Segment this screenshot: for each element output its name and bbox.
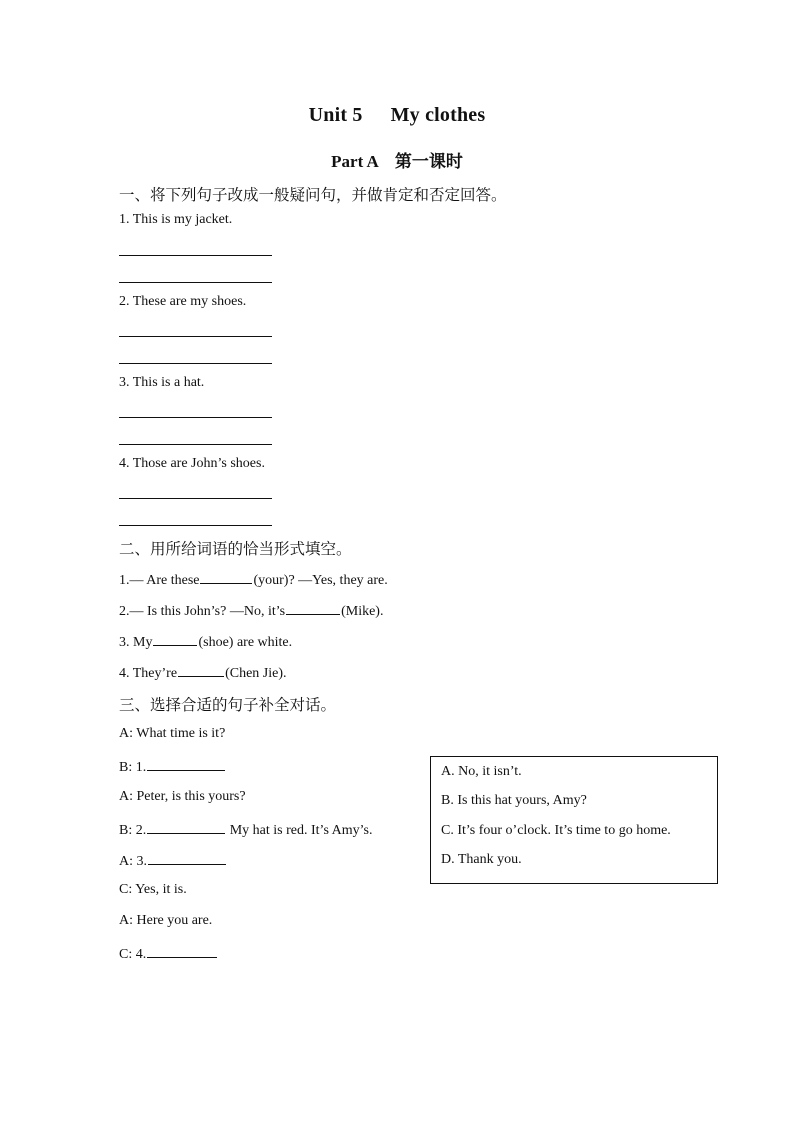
dialogue-line-6: C: Yes, it is.: [119, 882, 187, 897]
fill-blank[interactable]: [178, 663, 224, 677]
fill-blank[interactable]: [147, 757, 225, 771]
section2-item-3: 3. My (shoe) are white.: [119, 632, 292, 651]
section2-item-2: 2.— Is this John’s? —No, it’s (Mike).: [119, 601, 383, 620]
section1-item-4: 4. Those are John’s shoes.: [119, 456, 265, 471]
worksheet-subtitle: [0, 147, 794, 172]
answer-line[interactable]: [119, 255, 272, 256]
section1-heading: 一、将下列句子改成一般疑问句，并做肯定和否定回答。: [119, 186, 507, 204]
lesson-label: 第一课时: [394, 152, 463, 171]
answer-line[interactable]: [119, 444, 272, 445]
answer-line[interactable]: [119, 525, 272, 526]
option-c: C. It’s four o’clock. It’s time to go home.: [441, 823, 671, 838]
dialogue-line-8: C: 4.: [119, 944, 218, 963]
fill-blank[interactable]: [148, 851, 226, 865]
answer-line[interactable]: [119, 498, 272, 499]
answer-line[interactable]: [119, 363, 272, 364]
answer-line[interactable]: [119, 282, 272, 283]
section1-item-2: 2. These are my shoes.: [119, 294, 247, 309]
fill-blank[interactable]: [153, 632, 197, 646]
fill-blank[interactable]: [147, 944, 217, 958]
dialogue-line-5: A: 3.: [119, 851, 227, 870]
option-a: A. No, it isn’t.: [441, 764, 522, 779]
section3-heading: 三、选择合适的句子补全对话。: [119, 696, 337, 714]
dialogue-line-4: B: 2. My hat is red. It’s Amy’s.: [119, 820, 372, 839]
dialogue-line-1: A: What time is it?: [119, 726, 226, 741]
section2-item-1: 1.— Are these (your)? —Yes, they are.: [119, 570, 388, 589]
section1-item-1: 1. This is my jacket.: [119, 212, 233, 227]
option-d: D. Thank you.: [441, 852, 522, 867]
fill-blank[interactable]: [286, 601, 340, 615]
option-b: B. Is this hat yours, Amy?: [441, 793, 587, 808]
part-label: Part A: [331, 152, 379, 171]
fill-blank[interactable]: [147, 820, 225, 834]
options-box: [430, 756, 718, 884]
fill-blank[interactable]: [200, 570, 252, 584]
answer-line[interactable]: [119, 336, 272, 337]
unit-number: Unit 5: [308, 104, 363, 126]
dialogue-line-2: B: 1.: [119, 757, 226, 776]
section2-item-4: 4. They’re (Chen Jie).: [119, 663, 287, 682]
worksheet-title: [0, 104, 794, 127]
dialogue-line-7: A: Here you are.: [119, 913, 213, 928]
section2-heading: 二、用所给词语的恰当形式填空。: [119, 540, 352, 558]
section1-item-3: 3. This is a hat.: [119, 375, 205, 390]
dialogue-line-3: A: Peter, is this yours?: [119, 789, 246, 804]
unit-name: My clothes: [390, 104, 486, 126]
answer-line[interactable]: [119, 417, 272, 418]
